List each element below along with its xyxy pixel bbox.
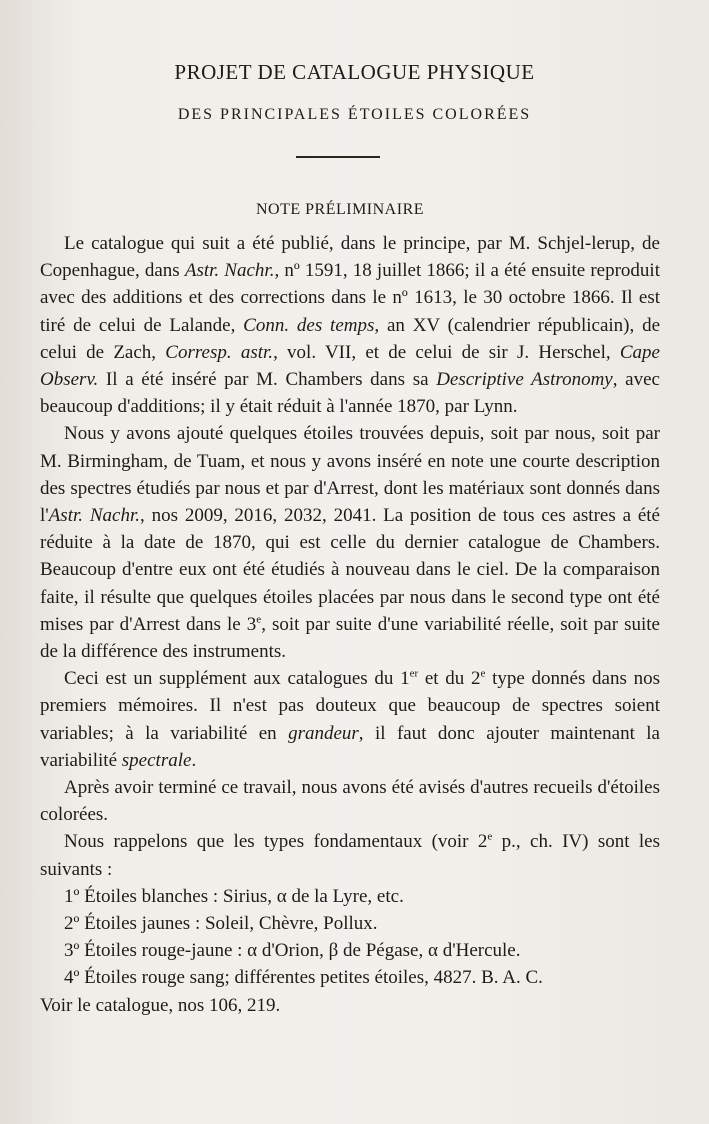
closing-line: Voir le catalogue, nos 106, 219. [40, 994, 281, 1016]
type-item-2: 2º Étoiles jaunes : Soleil, Chèvre, Pollux. [64, 913, 378, 935]
document-body [40, 230, 660, 1019]
paragraph-additions: Nous y avons ajouté quelques étoiles trouvées depuis, soit par nous, soit par M. Birmingham, de Tuam, et nous y avons inséré en note une courte description des spectres étudiés par nous et par d'Arrest, dont les matériaux sont donnés dans l'Astr. Nachr., nos 2009, 2016, 2032, 2041. La position de tous ces astres a été réduite à la date de 1870, qui est celle du dernier catalogue de Chambers. Beaucoup d'entre eux ont été étudiés à nouveau dans le ciel. De la comparaison faite, il résulte que quelques étoiles placées par nous dans le second type ont été mises par d'Arrest dans le 3e, soit par suite d'une variabilité réelle, soit par suite de la différence des instruments. [40, 423, 660, 663]
paragraph-notice: Après avoir terminé ce travail, nous avons été avisés d'autres recueils d'étoiles colorées. [40, 777, 660, 826]
paragraph-types-intro: Nous rappelons que les types fondamentaux (voir 2e p., ch. IV) sont les suivants : [40, 831, 661, 880]
paragraph-intro: Le catalogue qui suit a été publié, dans le principe, par M. Schjel-lerup, de Copenhague, dans Astr. Nachr., nº 1591, 18 juillet 1866; il a été ensuite reproduit avec des additions et des corrections dans le nº 1613, le 30 octobre 1866. Il est tiré de celui de Lalande, Conn. des temps, an XV (calendrier républicain), de celui de Zach, Corresp. astr., vol. VII, et de celui de sir J. Herschel, Cape Observ. Il a été inséré par M. Chambers dans sa Descriptive Astronomy, avec beaucoup d'additions; il y était réduit à l'année 1870, par Lynn. [40, 233, 661, 418]
type-item-4: 4º Étoiles rouge sang; différentes petites étoiles, 4827. B. A. C. [64, 967, 543, 989]
paragraph-supplement: Ceci est un supplément aux catalogues du 1er et du 2e type donnés dans nos premiers mémoires. Il n'est pas douteux que beaucoup de spectres soient variables; à la variabilité en grandeur, il faut donc ajouter maintenant la variabilité spectrale. [40, 667, 660, 771]
type-item-1: 1º Étoiles blanches : Sirius, α de la Lyre, etc. [64, 885, 404, 907]
title-divider [296, 156, 380, 158]
section-title: NOTE PRÉLIMINAIRE [255, 201, 425, 218]
type-item-3: 3º Étoiles rouge-jaune : α d'Orion, β de Pégase, α d'Hercule. [64, 940, 521, 962]
page-title: PROJET DE CATALOGUE PHYSIQUE [174, 60, 535, 84]
page-subtitle: DES PRINCIPALES ÉTOILES COLORÉES [177, 106, 532, 123]
